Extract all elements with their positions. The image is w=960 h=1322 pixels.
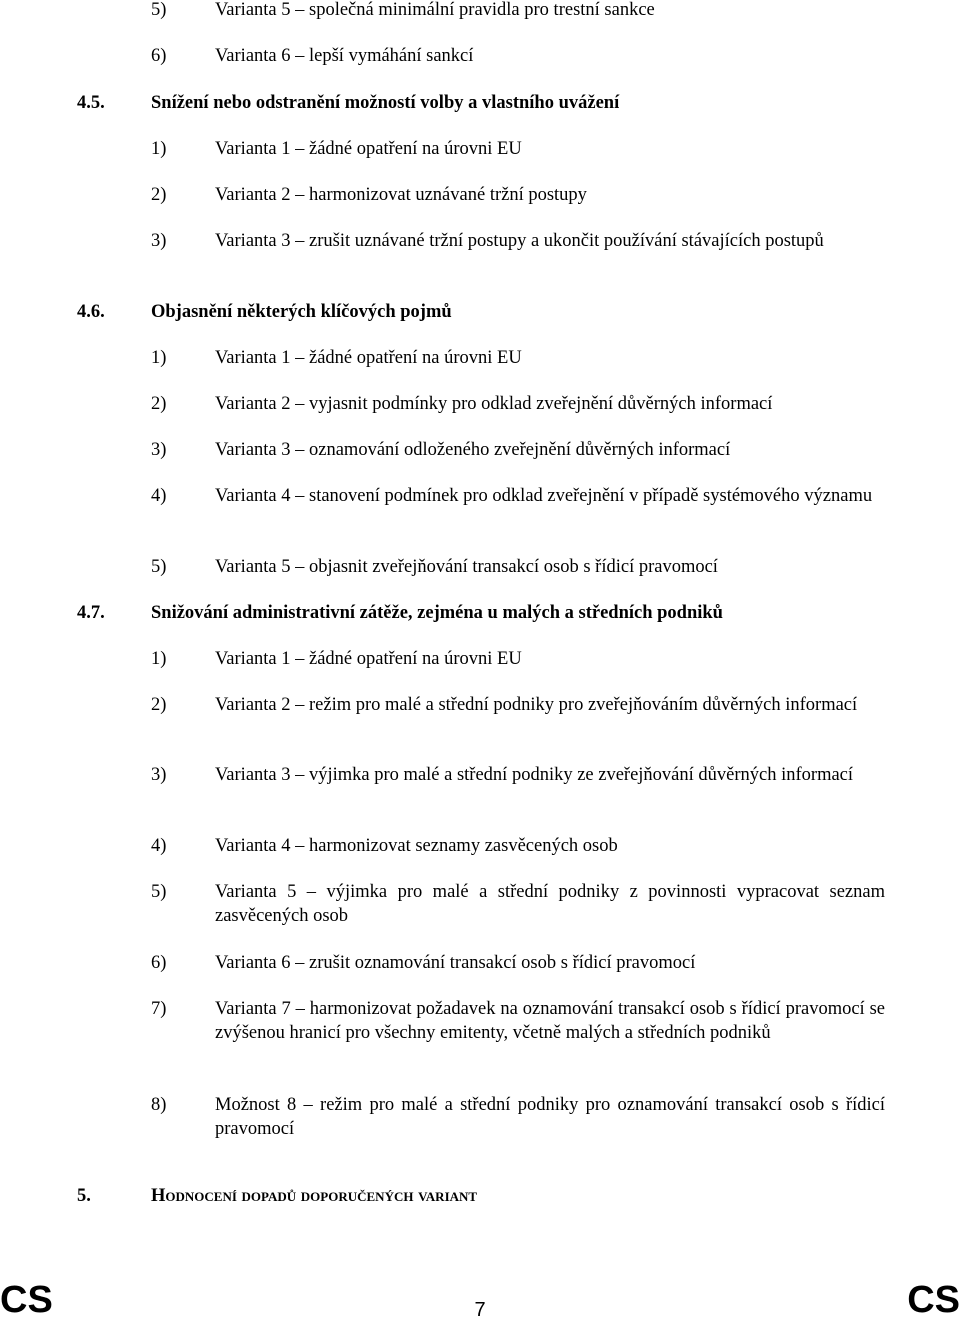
footer-language-left: CS [0, 1279, 53, 1321]
item-text: Varianta 6 – zrušit oznamování transakcí osob s řídicí pravomocí [215, 953, 696, 973]
list-item [151, 997, 885, 1045]
item-number: 1) [151, 139, 167, 159]
heading-number: 4.6. [77, 302, 105, 322]
list-item [151, 763, 885, 787]
item-text: Varianta 4 – harmonizovat seznamy zasvěcených osob [215, 836, 618, 856]
item-text: Varianta 6 – lepší vymáhání sankcí [215, 46, 474, 66]
item-number: 5) [151, 0, 167, 20]
item-text: Varianta 1 – žádné opatření na úrovni EU [215, 348, 522, 368]
item-number: 2) [151, 394, 167, 414]
item-text: Varianta 5 – výjimka pro malé a střední podniky z povinnosti vypracovat seznam zasvěcených osob [215, 882, 885, 926]
item-text: Varianta 2 – harmonizovat uznávané tržní postupy [215, 185, 587, 205]
item-number: 2) [151, 695, 167, 715]
list-item [151, 484, 885, 508]
item-number: 6) [151, 46, 167, 66]
item-number: 4) [151, 836, 167, 856]
item-number: 5) [151, 557, 167, 577]
item-number: 4) [151, 486, 167, 506]
item-number: 3) [151, 440, 167, 460]
heading-number: 4.7. [77, 603, 105, 623]
list-item [151, 951, 885, 975]
list-item [151, 834, 885, 858]
item-number: 2) [151, 185, 167, 205]
footer-language-right: CS [907, 1279, 960, 1321]
item-number: 8) [151, 1095, 167, 1115]
list-item [151, 0, 885, 22]
item-text: Varianta 1 – žádné opatření na úrovni EU [215, 649, 522, 669]
item-text: Varianta 5 – společná minimální pravidla pro trestní sankce [215, 0, 655, 20]
item-text: Varianta 3 – výjimka pro malé a střední podniky ze zveřejňování důvěrných informací [215, 765, 854, 785]
item-text: Varianta 5 – objasnit zveřejňování transakcí osob s řídicí pravomocí [215, 557, 718, 577]
section-number: 5. [77, 1186, 91, 1206]
list-item [151, 438, 885, 462]
list-item [151, 1093, 885, 1141]
list-item [151, 392, 885, 416]
item-text: Varianta 2 – vyjasnit podmínky pro odklad zveřejnění důvěrných informací [215, 394, 773, 414]
heading-number: 4.5. [77, 93, 105, 113]
list-item [151, 229, 885, 253]
item-number: 3) [151, 231, 167, 251]
item-text: Varianta 4 – stanovení podmínek pro odklad zveřejnění v případě systémového významu [215, 486, 873, 506]
item-number: 7) [151, 999, 167, 1019]
item-number: 1) [151, 348, 167, 368]
item-text: Varianta 3 – zrušit uznávané tržní postupy a ukončit používání stávajících postupů [215, 231, 824, 251]
list-item [151, 880, 885, 928]
item-text: Varianta 2 – režim pro malé a střední podniky pro zveřejňováním důvěrných informací [215, 695, 858, 715]
section-title: Hodnocení dopadů doporučených variant [151, 1186, 478, 1206]
item-text: Varianta 1 – žádné opatření na úrovni EU [215, 139, 522, 159]
list-item [151, 183, 885, 207]
item-number: 6) [151, 953, 167, 973]
list-item [151, 44, 885, 68]
list-item [151, 693, 885, 717]
heading-title: Snížení nebo odstranění možností volby a vlastního uvážení [151, 93, 620, 113]
item-number: 1) [151, 649, 167, 669]
item-text: Možnost 8 – režim pro malé a střední podniky pro oznamování transakcí osob s řídicí pravomocí [215, 1095, 885, 1139]
list-item [151, 137, 885, 161]
list-item [151, 555, 885, 579]
item-text: Varianta 7 – harmonizovat požadavek na oznamování transakcí osob s řídicí pravomocí se zvýšenou hranicí pro všechny emitenty, včetně malých a středních podniků [215, 999, 885, 1043]
item-text: Varianta 3 – oznamování odloženého zveřejnění důvěrných informací [215, 440, 731, 460]
item-number: 3) [151, 765, 167, 785]
heading-title: Objasnění některých klíčových pojmů [151, 302, 452, 322]
heading-title: Snižování administrativní zátěže, zejména u malých a středních podniků [151, 603, 723, 623]
item-number: 5) [151, 882, 167, 902]
list-item [151, 647, 885, 671]
list-item [151, 346, 885, 370]
page-number: 7 [474, 1299, 486, 1321]
